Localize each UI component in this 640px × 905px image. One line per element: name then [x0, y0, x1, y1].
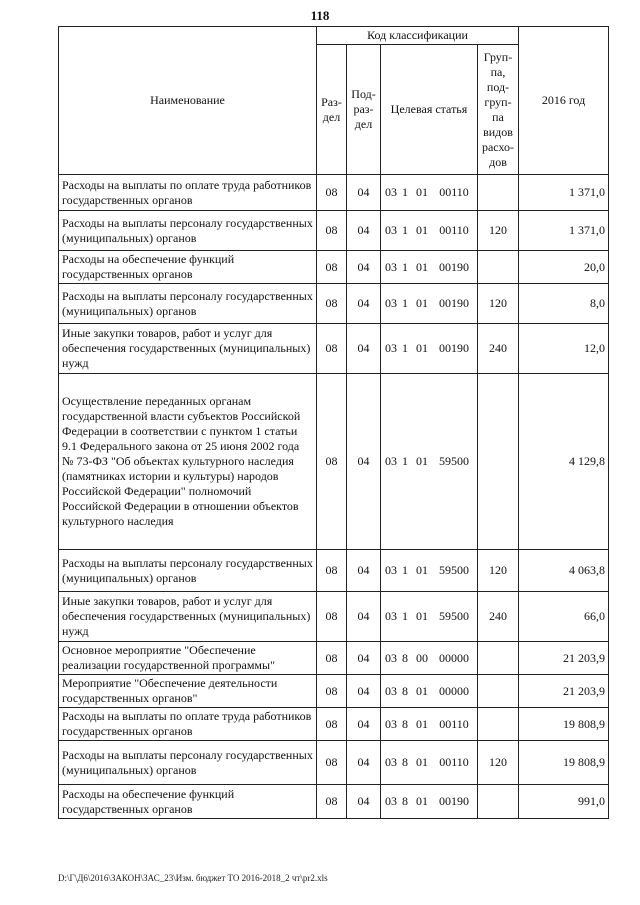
header-section-label: Раз- дел	[321, 94, 342, 124]
header-year: 2016 год	[519, 27, 609, 175]
row-expense-group: 120	[478, 284, 519, 324]
target-direction: 00110	[439, 755, 469, 769]
row-section: 08	[317, 741, 347, 785]
target-subprogram: 1	[402, 259, 408, 274]
target-event: 01	[416, 563, 428, 577]
header-expense-group-label: Груп- па, под- груп- па видов расхо- дов	[481, 49, 515, 169]
target-subprogram: 1	[402, 296, 408, 310]
row-subsection: 04	[347, 642, 381, 675]
row-amount: 20,0	[519, 251, 609, 284]
target-event: 01	[416, 794, 428, 808]
row-target-article	[381, 741, 478, 785]
target-direction: 00190	[439, 341, 469, 355]
row-amount: 8,0	[519, 284, 609, 324]
row-amount: 4 063,8	[519, 550, 609, 592]
target-subprogram: 1	[402, 454, 408, 468]
row-expense-group: 240	[478, 324, 519, 374]
row-expense-group	[478, 251, 519, 284]
target-subprogram: 1	[402, 609, 408, 623]
row-expense-group: 120	[478, 741, 519, 785]
target-program: 03	[385, 454, 397, 468]
table-row	[59, 708, 609, 741]
row-subsection: 04	[347, 211, 381, 251]
target-program: 03	[385, 223, 397, 237]
footer-file-path: D:\Г\Д6\2016\ЗАКОН\ЗАС_23\Изм. бюджет ТО 2016-2018_2 чт\pr2.xls	[58, 873, 328, 883]
target-direction: 00000	[439, 650, 469, 665]
target-event: 01	[416, 223, 428, 237]
row-name: Расходы на выплаты персоналу государственных (муниципальных) органов	[59, 211, 317, 251]
table-row	[59, 374, 609, 550]
row-expense-group	[478, 175, 519, 211]
row-name: Осуществление переданных органам государственной власти субъектов Российской Федерации в соответствии с пунктом 1 статьи 9.1 Федерального закона от 25 июня 2002 года № 73-ФЗ "Об объектах культурного наследия (памятниках истории и культуры) народов Российской Федерации" полномочий Российской Федерации в отношении объектов культурного наследия	[59, 374, 317, 550]
target-subprogram: 8	[402, 794, 408, 808]
target-direction: 00110	[439, 223, 469, 237]
row-amount: 4 129,8	[519, 374, 609, 550]
row-section: 08	[317, 550, 347, 592]
row-target-article	[381, 251, 478, 284]
target-event: 01	[416, 259, 428, 274]
row-amount: 19 808,9	[519, 741, 609, 785]
target-event: 01	[416, 716, 428, 731]
row-amount: 66,0	[519, 592, 609, 642]
row-name: Расходы на выплаты персоналу государственных (муниципальных) органов	[59, 284, 317, 324]
target-event: 01	[416, 683, 428, 698]
target-event: 01	[416, 296, 428, 310]
row-target-article	[381, 592, 478, 642]
row-section: 08	[317, 374, 347, 550]
row-subsection: 04	[347, 550, 381, 592]
target-program: 03	[385, 755, 397, 769]
row-expense-group: 120	[478, 550, 519, 592]
row-target-article	[381, 550, 478, 592]
row-name: Расходы на выплаты по оплате труда работников государственных органов	[59, 175, 317, 211]
row-target-article	[381, 284, 478, 324]
header-subsection	[347, 45, 381, 175]
target-subprogram: 8	[402, 650, 408, 665]
row-target-article	[381, 211, 478, 251]
row-section: 08	[317, 675, 347, 708]
row-expense-group: 120	[478, 211, 519, 251]
row-name: Основное мероприятие "Обеспечение реализации государственной программы"	[59, 642, 317, 675]
row-section: 08	[317, 708, 347, 741]
target-event: 00	[416, 650, 428, 665]
row-section: 08	[317, 175, 347, 211]
row-subsection: 04	[347, 785, 381, 819]
row-target-article	[381, 324, 478, 374]
target-event: 01	[416, 454, 428, 468]
header-classification: Код классификации	[317, 27, 519, 45]
table-row	[59, 592, 609, 642]
target-program: 03	[385, 683, 397, 698]
row-expense-group	[478, 708, 519, 741]
row-section: 08	[317, 284, 347, 324]
row-subsection: 04	[347, 708, 381, 741]
row-target-article	[381, 175, 478, 211]
row-section: 08	[317, 592, 347, 642]
table-row	[59, 284, 609, 324]
target-direction: 59500	[439, 609, 469, 623]
row-subsection: 04	[347, 592, 381, 642]
row-expense-group	[478, 374, 519, 550]
target-subprogram: 1	[402, 185, 408, 199]
row-expense-group	[478, 785, 519, 819]
row-name: Иные закупки товаров, работ и услуг для обеспечения государственных (муниципальных) нужд	[59, 324, 317, 374]
target-program: 03	[385, 341, 397, 355]
row-expense-group	[478, 675, 519, 708]
header-subsection-label: Под- раз- дел	[351, 87, 376, 131]
row-name: Расходы на обеспечение функций государственных органов	[59, 785, 317, 819]
target-subprogram: 1	[402, 223, 408, 237]
target-event: 01	[416, 185, 428, 199]
row-expense-group: 240	[478, 592, 519, 642]
target-direction: 59500	[439, 563, 469, 577]
row-section: 08	[317, 785, 347, 819]
table-row	[59, 785, 609, 819]
target-program: 03	[385, 650, 397, 665]
row-name: Иные закупки товаров, работ и услуг для обеспечения государственных (муниципальных) нужд	[59, 592, 317, 642]
target-subprogram: 8	[402, 683, 408, 698]
row-target-article	[381, 374, 478, 550]
row-amount: 1 371,0	[519, 175, 609, 211]
row-name: Расходы на обеспечение функций государственных органов	[59, 251, 317, 284]
row-name: Расходы на выплаты персоналу государственных (муниципальных) органов	[59, 741, 317, 785]
row-amount: 19 808,9	[519, 708, 609, 741]
target-direction: 00110	[439, 185, 469, 199]
row-subsection: 04	[347, 251, 381, 284]
row-subsection: 04	[347, 324, 381, 374]
table-row	[59, 324, 609, 374]
target-program: 03	[385, 259, 397, 274]
target-program: 03	[385, 563, 397, 577]
table-header	[59, 27, 609, 175]
page-number: 118	[310, 8, 330, 23]
row-subsection: 04	[347, 284, 381, 324]
row-section: 08	[317, 642, 347, 675]
table-row	[59, 211, 609, 251]
target-direction: 00000	[439, 683, 469, 698]
target-direction: 00190	[439, 296, 469, 310]
header-expense-group	[478, 45, 519, 175]
row-name: Расходы на выплаты персоналу государственных (муниципальных) органов	[59, 550, 317, 592]
row-section: 08	[317, 211, 347, 251]
target-program: 03	[385, 716, 397, 731]
row-target-article	[381, 708, 478, 741]
row-section: 08	[317, 324, 347, 374]
target-program: 03	[385, 185, 397, 199]
header-section	[317, 45, 347, 175]
row-amount: 21 203,9	[519, 675, 609, 708]
table-row	[59, 741, 609, 785]
table-row	[59, 175, 609, 211]
target-event: 01	[416, 609, 428, 623]
target-event: 01	[416, 341, 428, 355]
row-expense-group	[478, 642, 519, 675]
table-body	[59, 175, 609, 819]
target-program: 03	[385, 609, 397, 623]
target-subprogram: 1	[402, 341, 408, 355]
table-row	[59, 675, 609, 708]
row-target-article	[381, 642, 478, 675]
target-direction: 00110	[439, 716, 469, 731]
target-subprogram: 1	[402, 563, 408, 577]
row-subsection: 04	[347, 175, 381, 211]
row-name: Мероприятие "Обеспечение деятельности государственных органов"	[59, 675, 317, 708]
target-subprogram: 8	[402, 755, 408, 769]
row-amount: 12,0	[519, 324, 609, 374]
row-target-article	[381, 785, 478, 819]
row-target-article	[381, 675, 478, 708]
target-direction: 00190	[439, 794, 469, 808]
table-row	[59, 642, 609, 675]
target-direction: 59500	[439, 454, 469, 468]
row-amount: 991,0	[519, 785, 609, 819]
target-program: 03	[385, 296, 397, 310]
target-direction: 00190	[439, 259, 469, 274]
table-row	[59, 550, 609, 592]
row-subsection: 04	[347, 675, 381, 708]
row-amount: 21 203,9	[519, 642, 609, 675]
target-subprogram: 8	[402, 716, 408, 731]
target-event: 01	[416, 755, 428, 769]
target-program: 03	[385, 794, 397, 808]
row-section: 08	[317, 251, 347, 284]
table-row	[59, 251, 609, 284]
header-name: Наименование	[59, 27, 317, 175]
budget-table	[58, 26, 609, 819]
row-subsection: 04	[347, 374, 381, 550]
row-amount: 1 371,0	[519, 211, 609, 251]
header-target-article: Целевая статья	[381, 45, 478, 175]
row-name: Расходы на выплаты по оплате труда работников государственных органов	[59, 708, 317, 741]
row-subsection: 04	[347, 741, 381, 785]
